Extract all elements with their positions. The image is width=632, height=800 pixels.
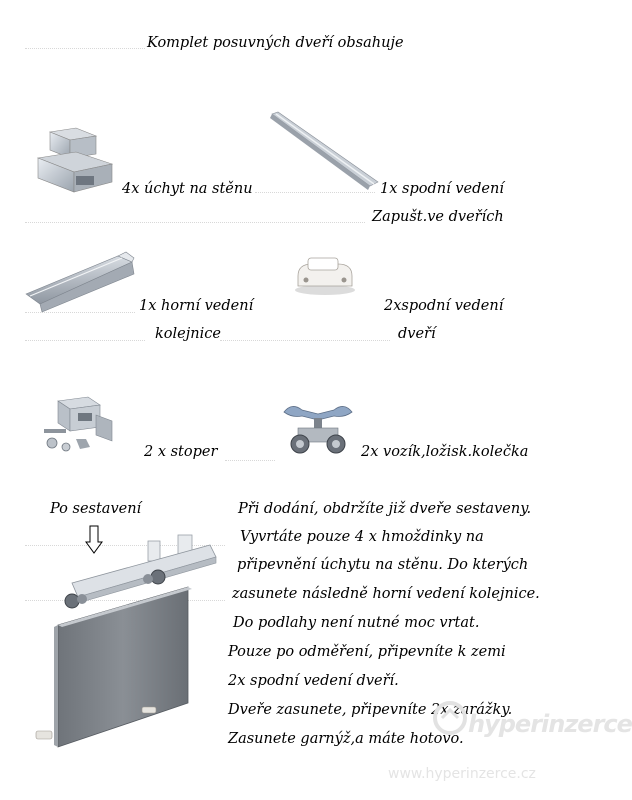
- assembly-line: Dveře zasunete, připevníte 2x zarážky.: [228, 702, 513, 718]
- watermark-logo: hyperinzerce: [468, 710, 632, 738]
- dotted-rule: [25, 222, 365, 223]
- assembled-door-icon: [30, 535, 230, 747]
- item-bottom-channel-label-1: 1x spodní vedení: [380, 181, 504, 197]
- dotted-rule: [25, 48, 145, 49]
- assembly-line: Pouze po odměření, připevníte k zemi: [228, 644, 506, 660]
- assembly-line: Do podlahy není nutné moc vrtat.: [233, 615, 480, 631]
- dotted-rule: [225, 460, 275, 461]
- item-bottom-channel-label-2: Zapušt.ve dveřích: [372, 209, 504, 225]
- page-title: Komplet posuvných dveří obsahuje: [147, 35, 404, 51]
- watermark-url: www.hyperinzerce.cz: [388, 766, 536, 782]
- bottom-guide-icon: [292, 256, 358, 296]
- item-bottom-guide-label-1: 2xspodní vedení: [384, 298, 504, 314]
- dotted-rule: [255, 192, 375, 193]
- top-rail-icon: [26, 250, 138, 314]
- stopper-icon: [40, 395, 118, 455]
- assembly-line: Při dodání, obdržíte již dveře sestaveny.: [238, 501, 532, 517]
- dotted-rule: [220, 340, 390, 341]
- item-wall-bracket-label: 4x úchyt na stěnu: [122, 181, 253, 197]
- item-stopper-label: 2 x stoper: [144, 444, 218, 460]
- assembly-line: 2x spodní vedení dveří.: [228, 673, 399, 689]
- assembly-line: zasunete následně horní vedení kolejnice.: [232, 586, 540, 602]
- item-top-rail-label-2: kolejnice: [155, 326, 221, 342]
- wall-bracket-icon: [36, 128, 116, 196]
- item-bottom-guide-label-2: dveří: [398, 326, 436, 342]
- item-trolley-label: 2x vozík,ložisk.kolečka: [361, 444, 529, 460]
- trolley-icon: [278, 400, 358, 460]
- assembly-line: Zasunete garnýž,a máte hotovo.: [228, 731, 464, 747]
- watermark-logo-icon: [432, 700, 468, 736]
- assembly-line: Vyvrtáte pouze 4 x hmoždinky na: [240, 529, 484, 545]
- assembly-heading: Po sestavení: [50, 501, 142, 517]
- dotted-rule: [25, 340, 145, 341]
- assembly-line: připevnění úchytu na stěnu. Do kterých: [237, 557, 529, 573]
- bottom-channel-icon: [270, 110, 380, 190]
- item-top-rail-label-1: 1x horní vedení: [139, 298, 254, 314]
